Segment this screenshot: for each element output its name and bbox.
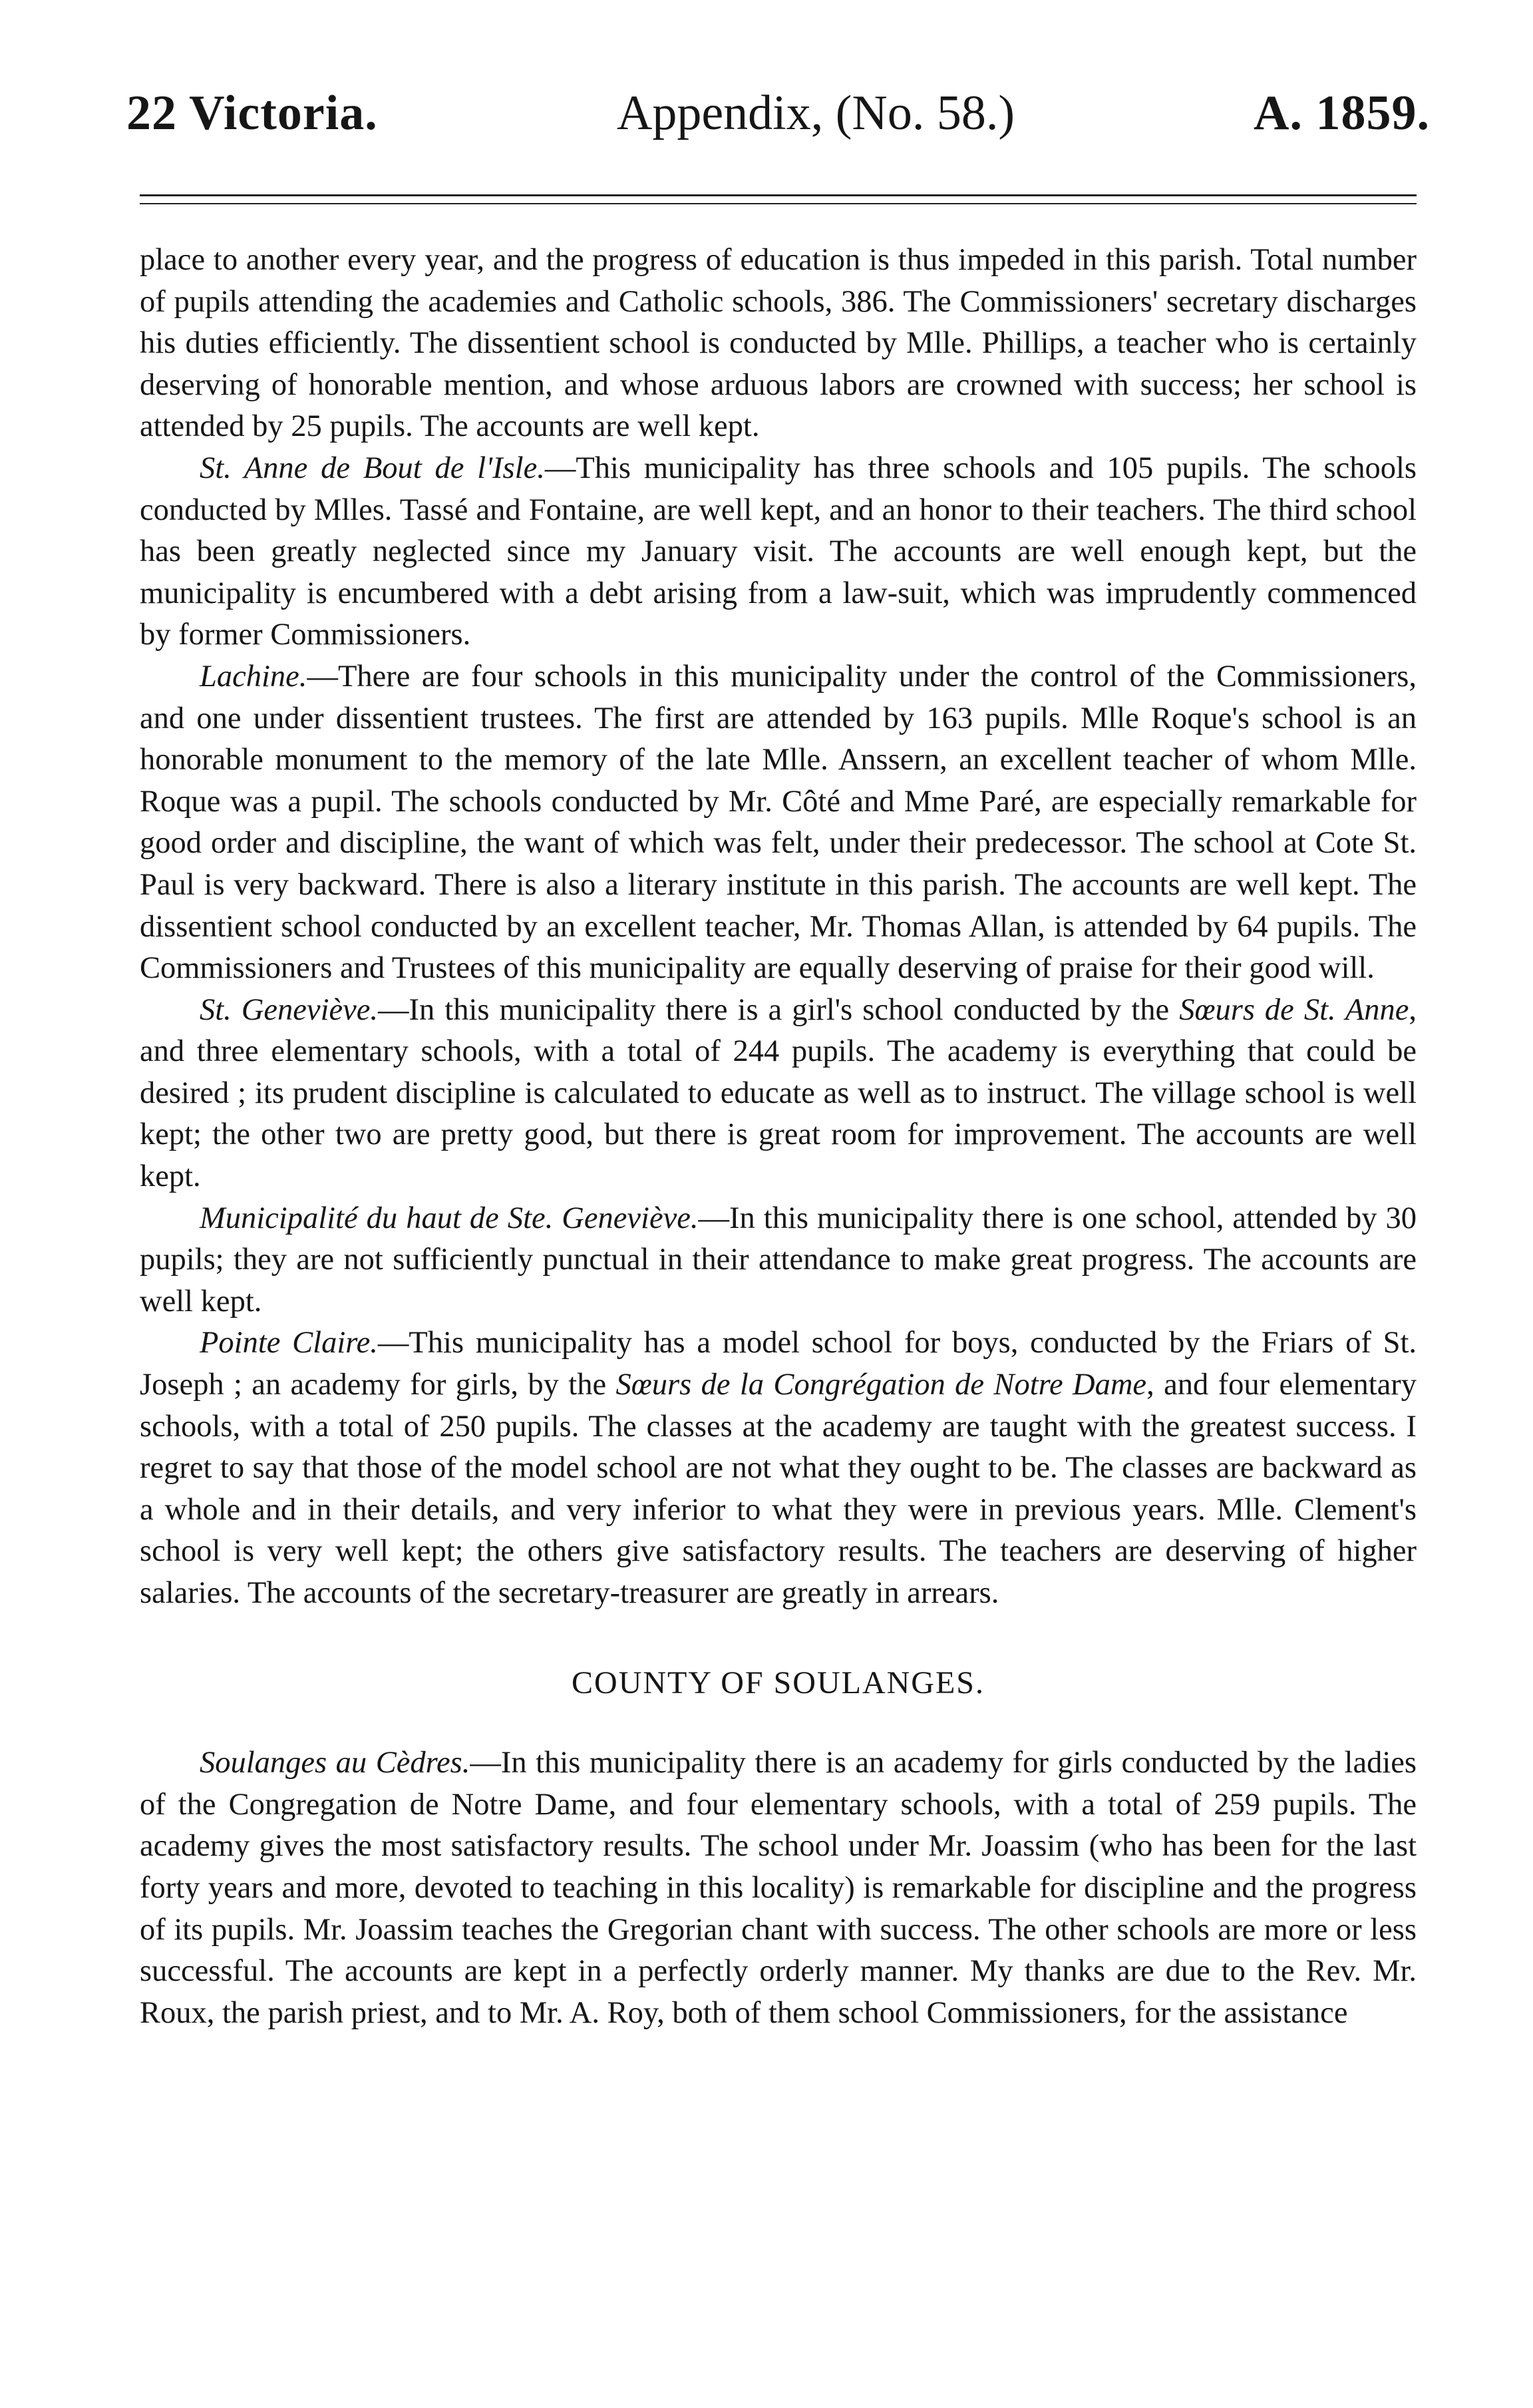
paragraph-lead: Municipalité du haut de Ste. Geneviève.	[200, 1201, 699, 1235]
paragraph-text: —In this municipality there is an academy for girls conducted by the ladies of the Congregation de Notre Dame, and four elementary schools, with a total of 259 pupils. The academy gives the most satisfactory results. The school under Mr. Joassim (who has been for the last forty years and more, devoted to teaching in this locality) is remarkable for discipline and the progress of its pupils. Mr. Joassim teaches the Gregorian chant with success. The other schools are more or less successful. The accounts are kept in a perfectly orderly manner. My thanks are due to the Rev. Mr. Roux, the parish priest, and to Mr. A. Roy, both of them school Commissioners, for the assistance	[140, 1746, 1417, 2030]
paragraph-st-genevieve	[140, 990, 1417, 1198]
paragraph-st-anne	[140, 448, 1417, 656]
paragraph-text: —In this municipality there is one school, attended by 30 pupils; they are not sufficiently punctual in their attendance to make great progress. The accounts are well kept.	[140, 1201, 1417, 1318]
header-rule	[140, 194, 1417, 204]
paragraph-italic-name: Sœurs de St. Anne	[1179, 992, 1409, 1027]
paragraph-lead: St. Anne de Bout de l'Isle.	[200, 451, 545, 485]
paragraph-pointe-claire	[140, 1322, 1417, 1614]
header-appendix: Appendix, (No. 58.)	[616, 86, 1015, 140]
header-year: A. 1859.	[1254, 86, 1430, 140]
paragraph-text: place to another every year, and the progress of education is thus impeded in this parish. Total number of pupils attending the academies and Catholic schools, 386. The Commissioners' secretary discharges his duties efficiently. The dissentient school is conducted by Mlle. Phillips, a teacher who is certainly deserving of honorable mention, and whose arduous labors are crowned with success; her school is attended by 25 pupils. The accounts are well kept.	[140, 243, 1417, 444]
paragraph-text: , and three elementary schools, with a total of 244 pupils. The academy is everything that could be desired ; its prudent discipline is calculated to educate as well as to instruct. The village school is well kept; the other two are pretty good, but there is great room for improvement. The accounts are well kept.	[140, 992, 1417, 1194]
running-head	[126, 85, 1430, 142]
paragraph-text: —In this municipality there is a girl's school conducted by the	[378, 992, 1180, 1027]
body-text	[140, 240, 1417, 2034]
paragraph-soulanges	[140, 1742, 1417, 2034]
header-session: 22 Victoria.	[126, 86, 378, 140]
paragraph-lachine	[140, 656, 1417, 990]
paragraph-italic-name: Sœurs de la Congrégation de Notre Dame	[615, 1368, 1147, 1402]
paragraph-text: —This municipality has three schools and 105 pupils. The schools conducted by Mlles. Tassé and Fontaine, are well kept, and an honor to their teachers. The third school has been greatly neglected since my January visit. The accounts are well enough kept, but the municipality is encumbered with a debt arising from a law-suit, which was imprudently commenced by former Commissioners.	[140, 451, 1417, 652]
paragraph-continuation	[140, 240, 1417, 448]
paragraph-lead: Soulanges au Cèdres.	[200, 1746, 470, 1780]
paragraph-text: —This municipality has a model school for boys, conducted by the Friars of St. Joseph ; an academy for girls, by the	[140, 1326, 1417, 1402]
paragraph-lead: Lachine.	[200, 659, 307, 694]
paragraph-lead: St. Geneviève.	[200, 992, 379, 1027]
paragraph-haut-ste-genevieve	[140, 1198, 1417, 1323]
section-heading: COUNTY OF SOULANGES.	[572, 1665, 985, 1701]
paragraph-text: —There are four schools in this municipality under the control of the Commissioners, and one under dissentient trustees. The first are attended by 163 pupils. Mlle Roque's school is an honorable monument to the memory of the late Mlle. Anssern, an excellent teacher of whom Mlle. Roque was a pupil. The schools conducted by Mr. Côté and Mme Paré, are especially remarkable for good order and discipline, the want of which was felt, under their predecessor. The school at Cote St. Paul is very backward. There is also a literary institute in this parish. The accounts are well kept. The dissentient school conducted by an excellent teacher, Mr. Thomas Allan, is attended by 64 pupils. The Commissioners and Trustees of this municipality are equally deserving of praise for their good will.	[140, 659, 1417, 986]
paragraph-text: , and four elementary schools, with a total of 250 pupils. The classes at the academy are taught with the greatest success. I regret to say that those of the model school are not what they ought to be. The classes are backward as a whole and in their details, and very inferior to what they were in previous years. Mlle. Clement's school is very well kept; the others give satisfactory results. The teachers are deserving of higher salaries. The accounts of the secretary-treasurer are greatly in arrears.	[140, 1368, 1417, 1610]
paragraph-lead: Pointe Claire.	[200, 1326, 378, 1360]
